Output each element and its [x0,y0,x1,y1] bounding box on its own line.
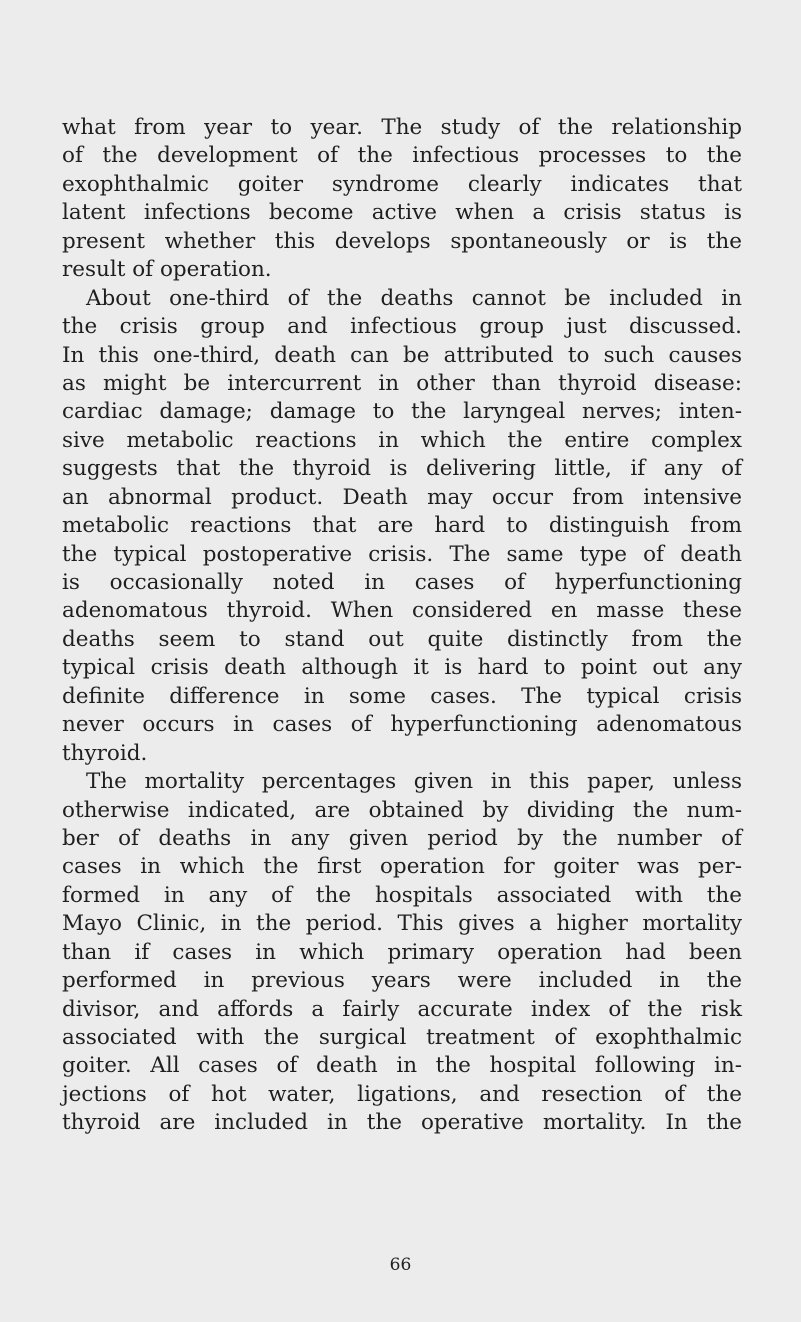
text-line: cardiac damage; damage to the laryngeal nerves; inten- [62,399,742,425]
text-line: jections of hot water, ligations, and resection of the [62,1081,742,1107]
text-line: what from year to year. The study of the relationship [62,115,742,140]
text-line: suggests that the thyroid is delivering little, if any of [62,456,742,482]
text-line: result of operation. [62,257,272,283]
text-line: than if cases in which primary operation had been [62,939,742,965]
text-line: sive metabolic reactions in which the entire complex [62,427,742,453]
paragraph [62,114,742,285]
text-line: performed in previous years were included in the [62,968,742,994]
text-line: the crisis group and infectious group just discussed. [62,314,742,340]
text-line: an abnormal product. Death may occur from intensive [62,484,742,510]
text-line: present whether this develops spontaneously or is the [62,228,742,254]
text-line: exophthalmic goiter syndrome clearly indicates that [62,171,742,197]
text-line: otherwise indicated, are obtained by dividing the num- [62,797,742,823]
text-line: thyroid. [62,740,148,766]
text-line: formed in any of the hospitals associated with the [62,882,742,908]
text-line: typical crisis death although it is hard to point out any [62,655,742,681]
text-line: the typical postoperative crisis. The same type of death [62,541,742,567]
text-line: metabolic reactions that are hard to distinguish from [62,513,742,539]
text-line: ber of deaths in any given period by the number of [62,825,742,851]
paragraph [62,768,742,1138]
page-number: 66 [389,1255,412,1275]
text-line: In this one-third, death can be attributed to such causes [62,342,742,368]
text-line: thyroid are included in the operative mortality. In the [62,1110,742,1136]
text-line: latent infections become active when a crisis status is [62,200,742,226]
text-line: divisor, and affords a fairly accurate index of the risk [62,996,742,1022]
text-line: never occurs in cases of hyperfunctioning adenomatous [62,712,742,738]
text-line: The mortality percentages given in this paper, unless [86,769,742,795]
text-line: About one-third of the deaths cannot be included in [86,285,742,311]
text-line: definite difference in some cases. The typical crisis [62,683,742,709]
body-text [62,114,742,1138]
paragraph [62,285,742,768]
text-line: is occasionally noted in cases of hyperfunctioning [62,570,742,595]
text-line: as might be intercurrent in other than thyroid disease: [62,370,742,396]
text-line: deaths seem to stand out quite distinctly from the [62,626,742,652]
text-line: cases in which the first operation for goiter was per- [62,854,742,880]
text-line: Mayo Clinic, in the period. This gives a higher mortality [62,911,742,937]
text-line: goiter. All cases of death in the hospital following in- [62,1053,742,1079]
text-line: associated with the surgical treatment of exophthalmic [62,1025,742,1050]
text-line: of the development of the infectious processes to the [62,143,742,169]
text-line: adenomatous thyroid. When considered en masse these [62,598,742,624]
